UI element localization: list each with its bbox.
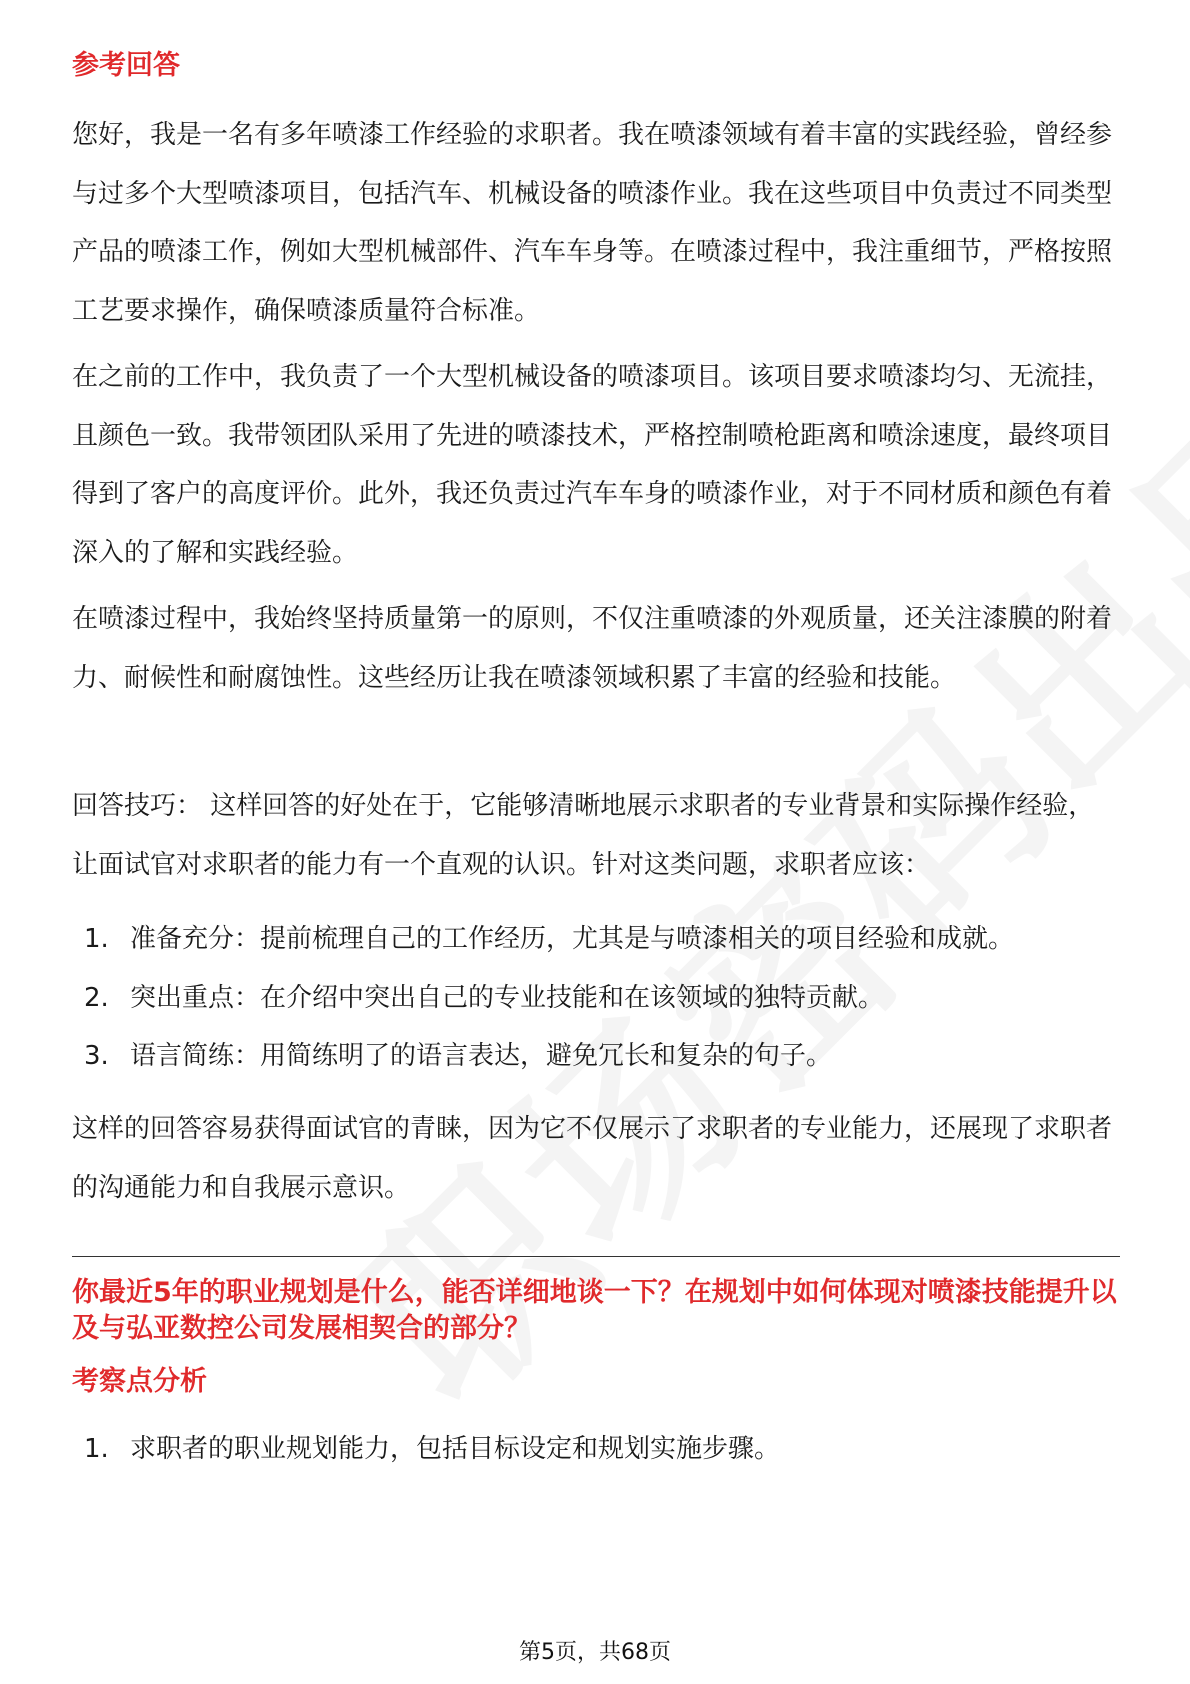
list-item: 1. 求职者的职业规划能力，包括目标设定和规划实施步骤。 bbox=[84, 1434, 781, 1464]
page-footer: 第5页，共68页 bbox=[519, 1640, 671, 1665]
answer-paragraph-2: 在之前的工作中，我负责了一个大型机械设备的喷漆项目。该项目要求喷漆均匀、无流挂，且颜色一致。我带领团队采用了先进的喷漆技术，严格控制喷枪距离和喷涂速度，最终项目得到了客户的高度评价。此外，我还负责过汽车车身的喷漆作业，对于不同材质和颜色有着深入的了解和实践经验。 bbox=[72, 362, 1113, 568]
answer-paragraph-1: 您好，我是一名有多年喷漆工作经验的求职者。我在喷漆领域有着丰富的实践经验，曾经参与过多个大型喷漆项目，包括汽车、机械设备的喷漆作业。我在这些项目中负责过不同类型产品的喷漆工作，例如大型机械部件、汽车车身等。在喷漆过程中，我注重细节，严格按照工艺要求操作，确保喷漆质量符合标准。 bbox=[72, 120, 1113, 326]
list-item: 1. 准备充分：提前梳理自己的工作经历，尤其是与喷漆相关的项目经验和成就。 bbox=[84, 924, 1015, 954]
answer-tips-paragraph: 回答技巧： 这样回答的好处在于，它能够清晰地展示求职者的专业背景和实际操作经验，让面试官对求职者的能力有一个直观的认识。针对这类问题，求职者应该： bbox=[72, 791, 1095, 880]
closing-paragraph: 这样的回答容易获得面试官的青睐，因为它不仅展示了求职者的专业能力，还展现了求职者的沟通能力和自我展示意识。 bbox=[72, 1114, 1113, 1203]
answer-paragraph-3: 在喷漆过程中，我始终坚持质量第一的原则，不仅注重喷漆的外观质量，还关注漆膜的附着力、耐候性和耐腐蚀性。这些经历让我在喷漆领域积累了丰富的经验和技能。 bbox=[72, 604, 1113, 693]
analysis-list bbox=[72, 1420, 1120, 1479]
list-item: 3. 语言简练：用简练明了的语言表达，避免冗长和复杂的句子。 bbox=[84, 1041, 833, 1071]
section-divider bbox=[72, 1256, 1120, 1257]
analysis-heading: 考察点分析 bbox=[72, 1366, 207, 1397]
list-item: 2. 突出重点：在介绍中突出自己的专业技能和在该领域的独特贡献。 bbox=[84, 982, 885, 1013]
reference-answer-heading: 参考回答 bbox=[72, 50, 180, 81]
tips-list bbox=[72, 910, 1120, 1086]
interview-question: 你最近5年的职业规划是什么，能否详细地谈一下？在规划中如何体现对喷漆技能提升以及与弘亚数控公司发展相契合的部分？ bbox=[72, 1277, 1117, 1344]
